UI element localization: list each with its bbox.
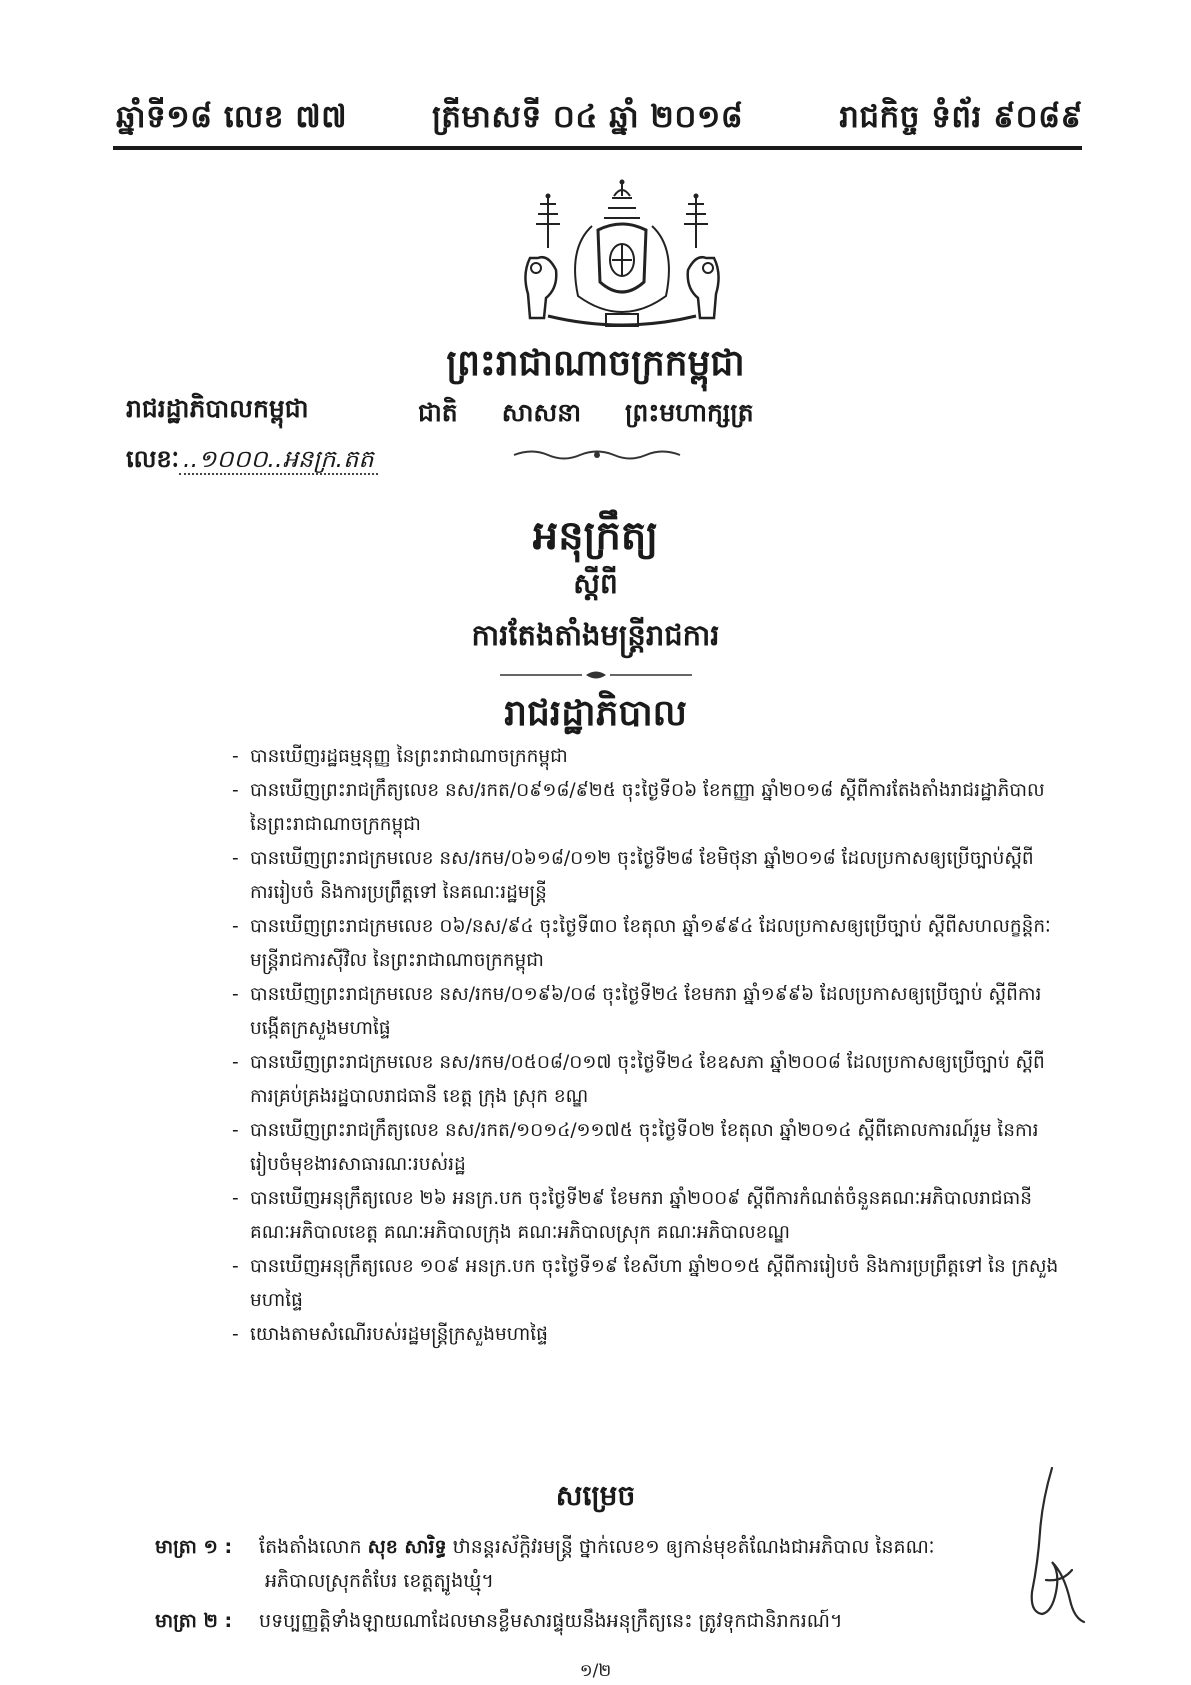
decision-heading: សម្រេច — [555, 1479, 636, 1512]
kingdom-name: ព្រះរាជាណាចក្រកម្ពុជា — [446, 343, 745, 384]
list-item: - បានឃើញព្រះរាជក្រឹត្យលេខ នស/រកត/០៩១៨/៩២៥ ចុះថ្ងៃទី០៦ ខែកញ្ញា ឆ្នាំ២០១៨ ស្តីពីការតែងតាំងរាជរដ្ឋាភិបាល នៃព្រះរាជាណាចក្រកម្ពុជា — [232, 780, 1045, 835]
document-number-label: លេខៈ — [126, 445, 180, 473]
gazette-page-ref: រាជកិច្ច ទំព័រ ៩០៨៩ — [839, 99, 1083, 135]
article-label: មាត្រា ២ : — [155, 1610, 233, 1632]
article-text-continued: អភិបាលស្រុកតំបែរ ខេត្តត្បូងឃ្មុំ។ — [265, 1570, 494, 1592]
motto-nation: ជាតិ — [418, 398, 458, 427]
document-number-value: ..១០០០..អនក្រ.តត — [179, 445, 378, 475]
document-about: ស្តីពី — [573, 567, 618, 600]
page-number: ១/២ — [579, 1661, 612, 1681]
decorative-divider-icon — [496, 668, 696, 682]
list-item: - បានឃើញព្រះរាជក្រឹត្យលេខ នស/រកត/១០១៤/១១៧៥ ចុះថ្ងៃទី០២ ខែតុលា ឆ្នាំ២០១៤ ស្តីពីគោលការណ៍រួម នៃការ រៀបចំមុខងារសាធារណៈរបស់រដ្ឋ — [232, 1120, 1039, 1175]
national-motto — [418, 398, 798, 434]
list-item: - បានឃើញអនុក្រឹត្យលេខ ២៦ អនក្រ.បក ចុះថ្ងៃទី២៩ ខែមករា ឆ្នាំ២០០៩ ស្តីពីការកំណត់ចំនួនគណៈអភិបាលរាជធានី គណៈអភិបាលខេត្ត គណៈអភិបាលក្រុង គណៈអភិបាលស្រុក គណៈអភិបាលខណ្ឌ — [232, 1188, 1032, 1243]
document-number — [126, 444, 378, 479]
issuer-heading: រាជរដ្ឋាភិបាល — [504, 693, 687, 734]
decorative-divider-icon — [512, 446, 682, 464]
list-item: - បានឃើញព្រះរាជក្រមលេខ នស/រកម/០៥០៨/០១៧ ចុះថ្ងៃទី២៤ ខែឧសភា ឆ្នាំ២០០៨ ដែលប្រកាសឲ្យប្រើច្បាប់ ស្តីពីការគ្រប់គ្រងរដ្ឋបាលរាជធានី ខេត្ត ក្រុង ស្រុក ខណ្ឌ — [232, 1052, 1045, 1107]
issuing-authority: រាជរដ្ឋាភិបាលកម្ពុជា — [126, 394, 309, 423]
document-subject: ការតែងតាំងមន្ត្រីរាជការ — [471, 618, 720, 652]
list-item: - បានឃើញរដ្ឋធម្មនុញ្ញ នៃព្រះរាជាណាចក្រកម្ពុជា — [232, 746, 568, 767]
article-label: មាត្រា ១ : — [155, 1536, 233, 1558]
list-item: - បានឃើញព្រះរាជក្រមលេខ នស/រកម/០៦១៨/០១២ ចុះថ្ងៃទី២៨ ខែមិថុនា ឆ្នាំ២០១៨ ដែលប្រកាសឲ្យប្រើច្បាប់ស្តីពី ការរៀបចំ និងការប្រព្រឹត្តទៅ នៃគណៈរដ្ឋមន្ត្រី — [232, 848, 1034, 903]
gazette-quarter: ត្រីមាសទី ០៤ ឆ្នាំ ២០១៨ — [432, 99, 744, 135]
article-text: តែងតាំងលោក សុខ សារិទ្ធ ឋានន្តរស័ក្តិវរមន្ត្រី ថ្នាក់លេខ១ ឲ្យកាន់មុខតំណែងជាអភិបាល នៃគណៈ — [259, 1536, 935, 1558]
list-item: - បានឃើញព្រះរាជក្រមលេខ នស/រកម/០១៩៦/០៨ ចុះថ្ងៃទី២៤ ខែមករា ឆ្នាំ១៩៩៦ ដែលប្រកាសឲ្យប្រើច្បាប់ ស្តីពីការបង្កើតក្រសួងមហាផ្ទៃ — [232, 984, 1042, 1039]
considerations-list — [232, 740, 1060, 1352]
motto-religion: សាសនា — [501, 398, 582, 427]
list-item: - យោងតាមសំណើរបស់រដ្ឋមន្ត្រីក្រសួងមហាផ្ទៃ — [232, 1324, 548, 1345]
article-2 — [155, 1604, 1055, 1638]
gazette-year-issue: ឆ្នាំទី១៨ លេខ ៧៧ — [116, 99, 348, 135]
motto-king: ព្រះមហាក្សត្រ — [625, 398, 754, 427]
handwritten-signature-icon — [1012, 1462, 1097, 1632]
list-item: - បានឃើញព្រះរាជក្រមលេខ ០៦/នស/៩៤ ចុះថ្ងៃទី៣០ ខែតុលា ឆ្នាំ១៩៩៤ ដែលប្រកាសឲ្យប្រើច្បាប់ ស្តីពីសហលក្ខន្តិកៈ មន្ត្រីរាជការស៊ីវិល នៃព្រះរាជាណាចក្រកម្ពុជា — [232, 916, 1051, 971]
royal-coat-of-arms-icon — [508, 178, 736, 338]
appointee-name: សុខ សារិទ្ធ — [367, 1536, 447, 1558]
list-item: - បានឃើញអនុក្រឹត្យលេខ ១០៩ អនក្រ.បក ចុះថ្ងៃទី១៩ ខែសីហា ឆ្នាំ២០១៥ ស្តីពីការរៀបចំ និងការប្រព្រឹត្តទៅ នៃ ក្រសួងមហាផ្ទៃ — [232, 1256, 1059, 1311]
issuing-authority-block — [126, 394, 378, 479]
article-1 — [155, 1530, 1055, 1598]
article-text: បទប្បញ្ញត្តិទាំងឡាយណាដែលមានខ្លឹមសារផ្ទុយនឹងអនុក្រឹត្យនេះ ត្រូវទុកជានិរាករណ៍។ — [259, 1610, 843, 1632]
header-divider — [113, 146, 1082, 150]
document-type: អនុក្រឹត្យ — [532, 513, 659, 559]
